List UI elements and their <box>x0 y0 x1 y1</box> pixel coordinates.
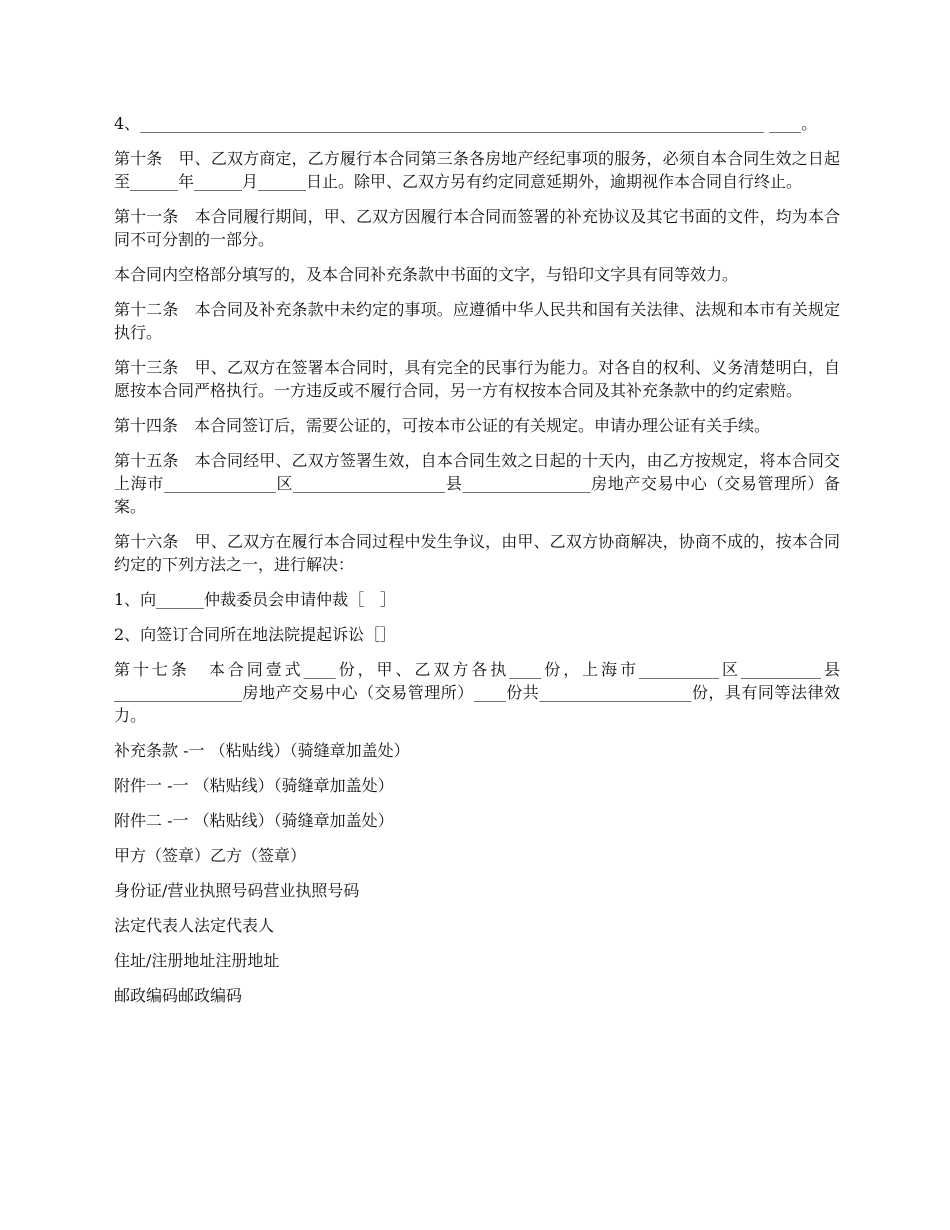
clause-14: 第十四条 本合同签订后，需要公证的，可按本市公证的有关规定。申请办理公证有关手续。 <box>114 416 771 435</box>
clause-15: 第十五条 本合同经甲、乙双方签署生效，自本合同生效之日起的十天内，由乙方按规定，将本合同交上海市______________区___________________县________________房地产交易中心（交易管理所）备案。 <box>114 451 840 516</box>
clause-10: 第十条 甲、乙双方商定，乙方履行本合同第三条各房地产经纪事项的服务，必须自本合同生效之日起至______年______月______日止。除甲、乙双方另有约定同意延期外，逾期视作本合同自行终止。 <box>114 149 840 191</box>
postal-code-line: 邮政编码邮政编码 <box>114 986 243 1005</box>
clause-17: 第十七条 本合同壹式____份，甲、乙双方各执____份，上海市__________区__________县________________房地产交易中心（交易管理所）____份共___________________份，具有同等法律效力。 <box>114 660 840 725</box>
id-number-line: 身份证/营业执照号码营业执照号码 <box>114 881 360 900</box>
legal-representative-line: 法定代表人法定代表人 <box>114 916 275 935</box>
clause-16: 第十六条 甲、乙双方在履行本合同过程中发生争议，由甲、乙双方协商解决，协商不成的，按本合同约定的下列方法之一，进行解决： <box>114 532 840 574</box>
clause-11: 第十一条 本合同履行期间，甲、乙双方因履行本合同而签署的补充协议及其它书面的文件，均为本合同不可分割的一部分。 <box>114 207 840 249</box>
attachment-2-line: 附件二 -一 （粘贴线）（骑缝章加盖处） <box>114 811 394 830</box>
clause-item-4: 4、______________________________________________________________________________ ____。 <box>114 114 818 133</box>
clause-12: 第十二条 本合同及补充条款中未约定的事项。应遵循中华人民共和国有关法律、法规和本市有关规定执行。 <box>114 300 840 342</box>
signature-line: 甲方（签章）乙方（签章） <box>114 846 307 865</box>
clause-16-option-2: 2、向签订合同所在地法院提起诉讼［］ <box>114 625 397 644</box>
clause-11-note: 本合同内空格部分填写的，及本合同补充条款中书面的文字，与铅印文字具有同等效力。 <box>114 265 739 284</box>
address-line: 住址/注册地址注册地址 <box>114 951 280 970</box>
supplementary-terms-line: 补充条款 -一 （粘贴线）（骑缝章加盖处） <box>114 741 410 760</box>
clause-16-option-1: 1、向______仲裁委员会申请仲裁［ ］ <box>114 590 397 609</box>
document-page <box>114 112 840 1019</box>
attachment-1-line: 附件一 -一 （粘贴线）（骑缝章加盖处） <box>114 776 394 795</box>
clause-13: 第十三条 甲、乙双方在签署本合同时，具有完全的民事行为能力。对各自的权利、义务清楚明白，自愿按本合同严格执行。一方违反或不履行合同，另一方有权按本合同及其补充条款中的约定索赔。 <box>114 358 840 400</box>
